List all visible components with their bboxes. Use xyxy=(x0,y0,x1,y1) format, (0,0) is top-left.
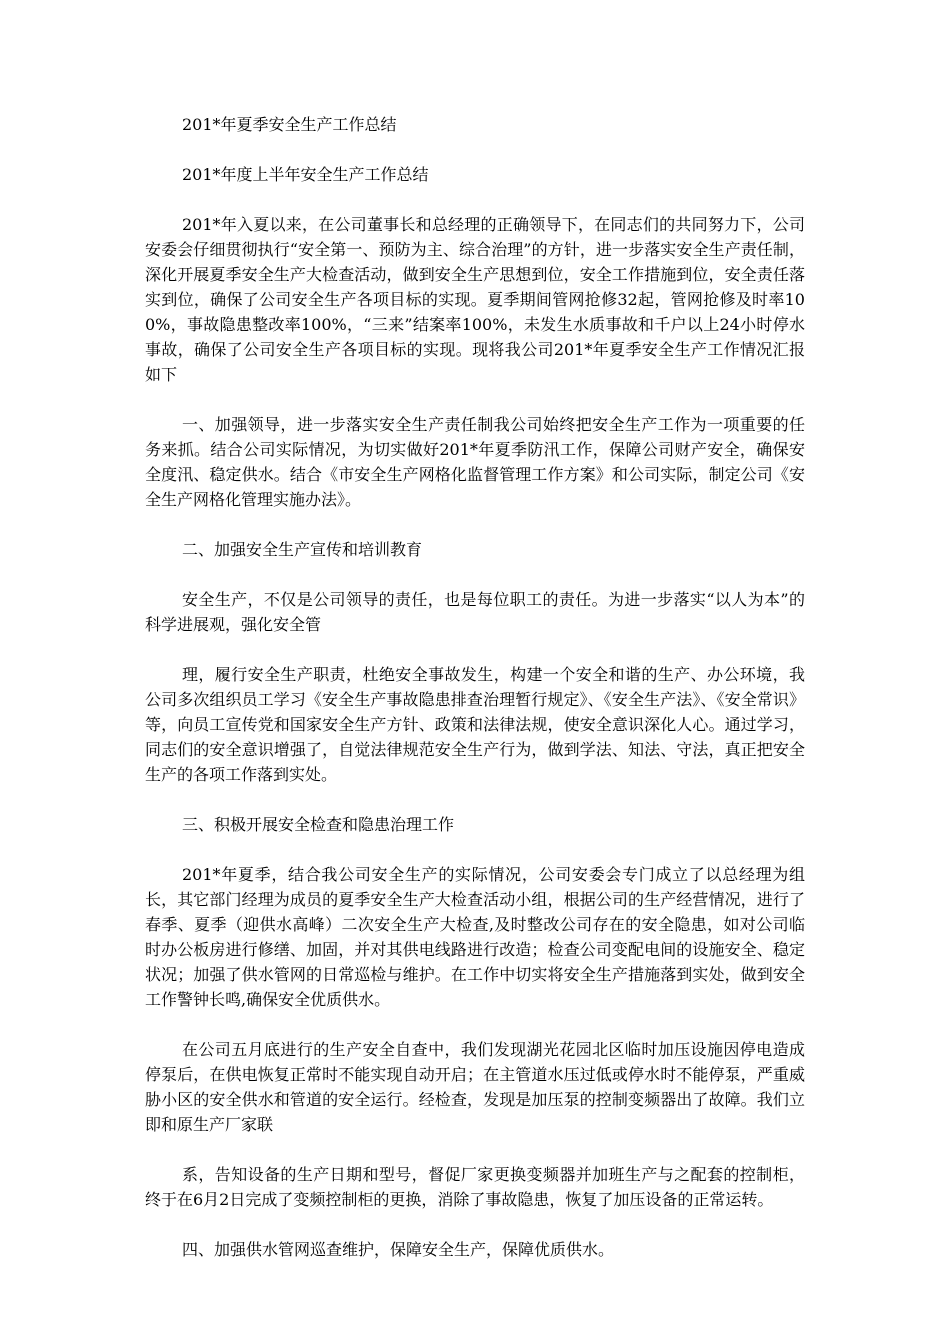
document-page xyxy=(145,112,805,1287)
section-four-heading: 四、加强供水管网巡查维护，保障安全生产，保障优质供水。 xyxy=(182,1240,615,1259)
section-two-paragraph-1: 安全生产，不仅是公司领导的责任，也是每位职工的责任。为进一步落实“以人为本”的科学进展观，强化安全管 xyxy=(145,590,805,634)
section-one-paragraph: 一、加强领导，进一步落实安全生产责任制我公司始终把安全生产工作为一项重要的任务来抓。结合公司实际情况，为切实做好201*年夏季防汛工作，保障公司财产安全，确保安全度汛、稳定供水。结合《市安全生产网格化监督管理工作方案》和公司实际，制定公司《安全生产网格化管理实施办法》。 xyxy=(145,415,805,509)
document-subtitle: 201*年度上半年安全生产工作总结 xyxy=(182,165,429,184)
intro-paragraph: 201*年入夏以来，在公司董事长和总经理的正确领导下，在同志们的共同努力下，公司安委会仔细贯彻执行“安全第一、预防为主、综合治理”的方针，进一步落实安全生产责任制，深化开展夏季安全生产大检查活动，做到安全生产思想到位，安全工作措施到位，安全责任落实到位，确保了公司安全生产各项目标的实现。夏季期间管网抢修32起，管网抢修及时率100%，事故隐患整改率100%，“三来”结案率100%，未发生水质事故和千户以上24小时停水事故，确保了公司安全生产各项目标的实现。现将我公司201*年夏季安全生产工作情况汇报如下 xyxy=(145,215,805,384)
section-three-paragraph-2: 在公司五月底进行的生产安全自查中，我们发现湖光花园北区临时加压设施因停电造成停泵后，在供电恢复正常时不能实现自动开启；在主管道水压过低或停水时不能停泵，严重威胁小区的安全供水和管道的安全运行。经检查，发现是加压泵的控制变频器出了故障。我们立即和原生产厂家联 xyxy=(145,1040,805,1134)
section-two-paragraph-2: 理，履行安全生产职责，杜绝安全事故发生，构建一个安全和谐的生产、办公环境，我公司多次组织员工学习《安全生产事故隐患排查治理暂行规定》、《安全生产法》、《安全常识》等，向员工宣传党和国家安全生产方针、政策和法律法规，使安全意识深化人心。通过学习，同志们的安全意识增强了，自觉法律规范安全生产行为，做到学法、知法、守法，真正把安全生产的各项工作落到实处。 xyxy=(145,665,805,784)
section-three-heading: 三、积极开展安全检查和隐患治理工作 xyxy=(182,815,455,834)
section-three-paragraph-1: 201*年夏季，结合我公司安全生产的实际情况，公司安委会专门成立了以总经理为组长，其它部门经理为成员的夏季安全生产大检查活动小组，根据公司的生产经营情况，进行了春季、夏季（迎供水高峰）二次安全生产大检查,及时整改公司存在的安全隐患，如对公司临时办公板房进行修缮、加固，并对其供电线路进行改造；检查公司变配电间的设施安全、稳定状况；加强了供水管网的日常巡检与维护。在工作中切实将安全生产措施落到实处，做到安全工作警钟长鸣,确保安全优质供水。 xyxy=(145,865,805,1009)
section-two-heading: 二、加强安全生产宣传和培训教育 xyxy=(182,540,423,559)
document-title: 201*年夏季安全生产工作总结 xyxy=(182,115,397,134)
section-three-paragraph-3: 系，告知设备的生产日期和型号，督促厂家更换变频器并加班生产与之配套的控制柜，终于在6月2日完成了变频控制柜的更换，消除了事故隐患，恢复了加压设备的正常运转。 xyxy=(145,1165,805,1209)
